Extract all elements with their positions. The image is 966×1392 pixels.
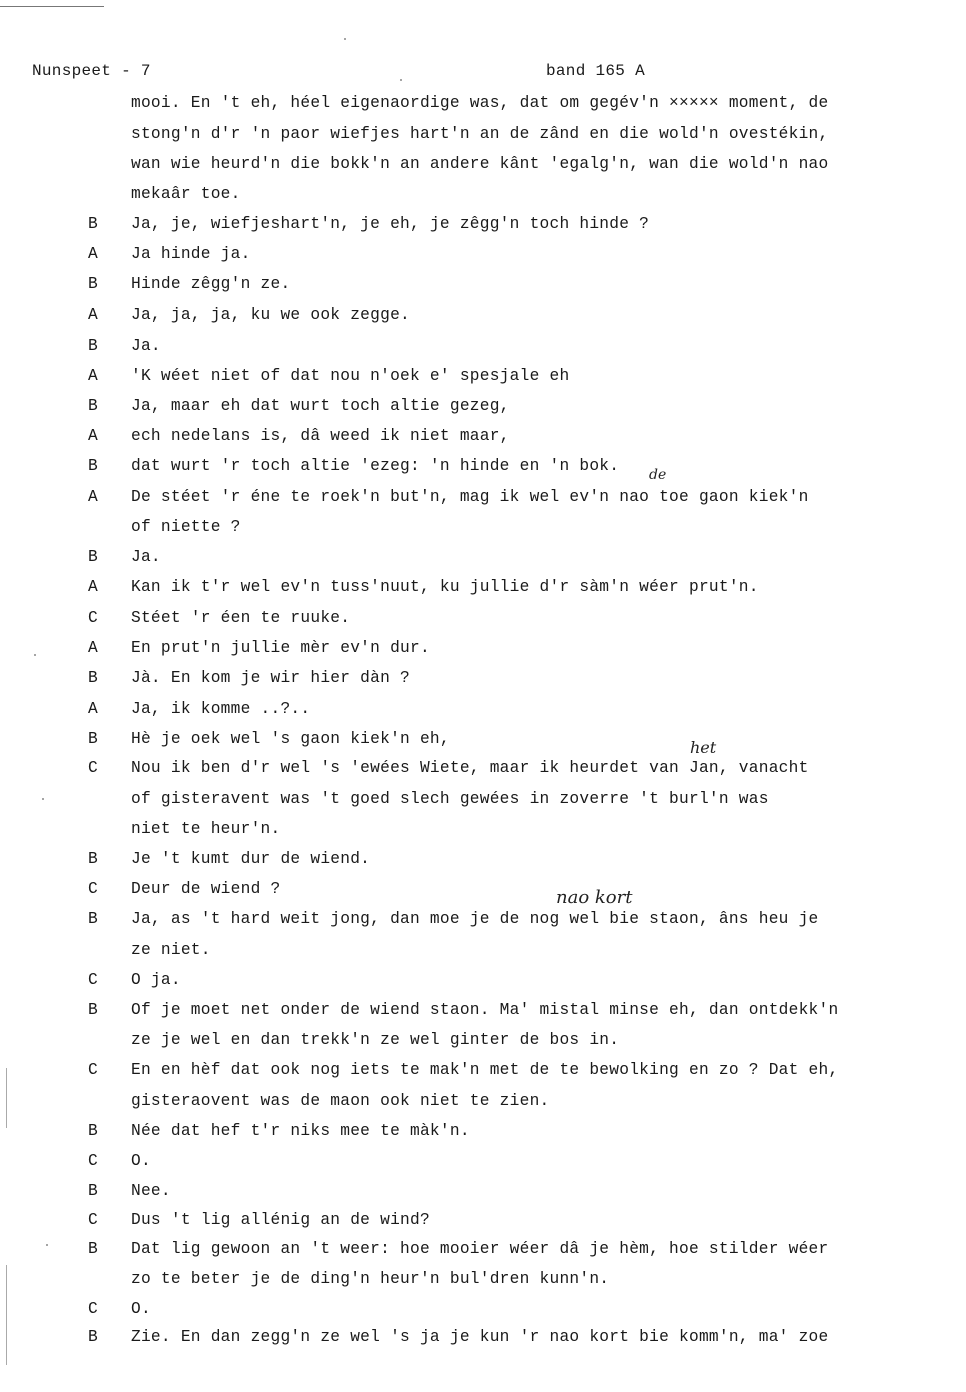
- transcript-line: [0, 515, 966, 539]
- transcript-line: [0, 666, 966, 690]
- page-location: Nunspeet - 7: [32, 62, 151, 80]
- utterance-text: Ja, je, wiefjeshart'n, je eh, je zêgg'n toch hinde ?: [131, 215, 650, 233]
- utterance-text: Ja, maar eh dat wurt toch altie gezeg,: [131, 397, 510, 415]
- speaker-label: B: [88, 1328, 98, 1346]
- utterance-text: wan wie heurd'n die bokk'n an andere kânt 'egalg'n, wan die wold'n nao: [131, 155, 829, 173]
- transcript-line: [0, 938, 966, 962]
- tape-reference: band 165 A: [546, 62, 646, 80]
- transcript-line: [0, 787, 966, 811]
- utterance-text: of niette ?: [131, 518, 241, 536]
- speaker-label: B: [88, 730, 98, 748]
- utterance-text: dat wurt 'r toch altie 'ezeg: 'n hinde en 'n bok.: [131, 457, 620, 475]
- transcript-line: [0, 727, 966, 751]
- utterance-text: Hè je oek wel 's gaon kiek'n eh,: [131, 730, 450, 748]
- transcript-line: [0, 485, 966, 509]
- utterance-text: Kan ik t'r wel ev'n tuss'nuut, ku jullie d'r sàm'n wéer prut'n.: [131, 578, 759, 596]
- speaker-label: B: [88, 850, 98, 868]
- transcript-line: [0, 303, 966, 327]
- transcript-line: [0, 212, 966, 236]
- utterance-text: niet te heur'n.: [131, 820, 281, 838]
- speaker-label: B: [88, 910, 98, 928]
- transcript-line: [0, 364, 966, 388]
- transcript-line: [0, 1028, 966, 1052]
- utterance-text: Ja.: [131, 337, 161, 355]
- utterance-text: Deur de wiend ?: [131, 880, 281, 898]
- speaker-label: B: [88, 275, 98, 293]
- speaker-label: B: [88, 215, 98, 233]
- transcript-line: [0, 272, 966, 296]
- speaker-label: A: [88, 245, 98, 263]
- speaker-label: C: [88, 609, 98, 627]
- transcript-line: [0, 1237, 966, 1261]
- transcript-line: [0, 998, 966, 1022]
- transcript-line: [0, 756, 966, 780]
- scan-margin-mark: [6, 1068, 7, 1128]
- utterance-text: Jà. En kom je wir hier dàn ?: [131, 669, 410, 687]
- utterance-text: ze je wel en dan trekk'n ze wel ginter de bos in.: [131, 1031, 620, 1049]
- transcript-line: [0, 847, 966, 871]
- transcript-line: [0, 122, 966, 146]
- utterance-text: Ja, ik komme ..?..: [131, 700, 311, 718]
- transcript-line: [0, 697, 966, 721]
- speaker-label: A: [88, 639, 98, 657]
- scan-speck: [344, 38, 346, 40]
- utterance-text: Ja, as 't hard weit jong, dan moe je de nog wel bie staon, âns heu je: [131, 910, 819, 928]
- speaker-label: C: [88, 1211, 98, 1229]
- speaker-label: B: [88, 1001, 98, 1019]
- utterance-text: O.: [131, 1152, 151, 1170]
- transcript-line: [0, 968, 966, 992]
- utterance-text: Je 't kumt dur de wiend.: [131, 850, 371, 868]
- utterance-text: ech nedelans is, dâ weed ik niet maar,: [131, 427, 510, 445]
- transcript-line: [0, 817, 966, 841]
- utterance-text: Dat lig gewoon an 't weer: hoe mooier wéer dâ je hèm, hoe stilder wéer: [131, 1240, 829, 1258]
- utterance-text: mekaâr toe.: [131, 185, 241, 203]
- transcript-line: [0, 877, 966, 901]
- utterance-text: Ja, ja, ja, ku we ook zegge.: [131, 306, 410, 324]
- utterance-text: stong'n d'r 'n paor wiefjes hart'n an de zând en die wold'n ovestékin,: [131, 125, 829, 143]
- transcript-line: [0, 454, 966, 478]
- speaker-label: B: [88, 1122, 98, 1140]
- utterance-text: Of je moet net onder de wiend staon. Ma' mistal minse eh, dan ontdekk'n: [131, 1001, 839, 1019]
- transcript-line: [0, 1325, 966, 1349]
- utterance-text: Stéet 'r éen te ruuke.: [131, 609, 351, 627]
- transcript-line: [0, 424, 966, 448]
- utterance-text: mooi. En 't eh, héel eigenaordige was, dat om gegév'n ××××× moment, de: [131, 94, 829, 112]
- transcript-line: [0, 1089, 966, 1113]
- scan-speck: [400, 79, 402, 81]
- speaker-label: A: [88, 367, 98, 385]
- speaker-label: A: [88, 578, 98, 596]
- speaker-label: C: [88, 759, 98, 777]
- transcript-line: [0, 182, 966, 206]
- transcript-line: [0, 152, 966, 176]
- utterance-text: 'K wéet niet of dat nou n'oek e' spesjale eh: [131, 367, 570, 385]
- speaker-label: A: [88, 306, 98, 324]
- utterance-text: of gisteravent was 't goed slech gewées in zoverre 't burl'n was: [131, 790, 769, 808]
- transcript-line: [0, 907, 966, 931]
- transcript-line: [0, 636, 966, 660]
- transcript-line: [0, 1119, 966, 1143]
- utterance-text: En en hèf dat ook nog iets te mak'n met de te bewolking en zo ? Dat eh,: [131, 1061, 839, 1079]
- speaker-label: A: [88, 488, 98, 506]
- speaker-label: B: [88, 1182, 98, 1200]
- transcript-line: [0, 1058, 966, 1082]
- transcript-line: [0, 1149, 966, 1173]
- utterance-text: O ja.: [131, 971, 181, 989]
- transcript-line: [0, 334, 966, 358]
- transcript-line: [0, 1267, 966, 1291]
- transcript-line: [0, 606, 966, 630]
- speaker-label: C: [88, 1300, 98, 1318]
- transcript-line: [0, 545, 966, 569]
- utterance-text: De stéet 'r éne te roek'n but'n, mag ik wel ev'n nao toe gaon kiek'n: [131, 488, 809, 506]
- utterance-text: Ja.: [131, 548, 161, 566]
- utterance-text: Dus 't lig allénig an de wind?: [131, 1211, 430, 1229]
- utterance-text: En prut'n jullie mèr ev'n dur.: [131, 639, 430, 657]
- utterance-text: Nee.: [131, 1182, 171, 1200]
- transcript-line: [0, 1179, 966, 1203]
- utterance-text: zo te beter je de ding'n heur'n bul'dren kunn'n.: [131, 1270, 610, 1288]
- scan-speck: [34, 654, 36, 656]
- scan-margin-mark: [6, 1265, 7, 1365]
- speaker-label: B: [88, 457, 98, 475]
- utterance-text: ze niet.: [131, 941, 211, 959]
- speaker-label: B: [88, 397, 98, 415]
- transcript-line: [0, 1208, 966, 1232]
- speaker-label: C: [88, 1061, 98, 1079]
- speaker-label: C: [88, 880, 98, 898]
- utterance-text: Née dat hef t'r niks mee te màk'n.: [131, 1122, 470, 1140]
- scan-speck: [46, 1244, 48, 1246]
- transcript-line: [0, 242, 966, 266]
- speaker-label: B: [88, 548, 98, 566]
- transcript-line: [0, 394, 966, 418]
- speaker-label: A: [88, 427, 98, 445]
- utterance-text: Hinde zêgg'n ze.: [131, 275, 291, 293]
- speaker-label: B: [88, 669, 98, 687]
- handwritten-note: nao kort: [556, 887, 633, 908]
- utterance-text: Ja hinde ja.: [131, 245, 251, 263]
- transcript-line: [0, 91, 966, 115]
- speaker-label: B: [88, 337, 98, 355]
- utterance-text: Nou ik ben d'r wel 's 'ewées Wiete, maar ik heurdet van Jan, vanacht: [131, 759, 809, 777]
- scan-speck: [42, 798, 44, 800]
- transcript-line: [0, 1297, 966, 1321]
- utterance-text: O.: [131, 1300, 151, 1318]
- speaker-label: B: [88, 1240, 98, 1258]
- handwritten-note: de: [649, 467, 667, 483]
- utterance-text: gisteraovent was de maon ook niet te zien.: [131, 1092, 550, 1110]
- utterance-text: Zie. En dan zegg'n ze wel 's ja je kun 'r nao kort bie komm'n, ma' zoe: [131, 1328, 829, 1346]
- speaker-label: A: [88, 700, 98, 718]
- transcript-line: [0, 575, 966, 599]
- speaker-label: C: [88, 971, 98, 989]
- handwritten-note: het: [690, 738, 717, 757]
- speaker-label: C: [88, 1152, 98, 1170]
